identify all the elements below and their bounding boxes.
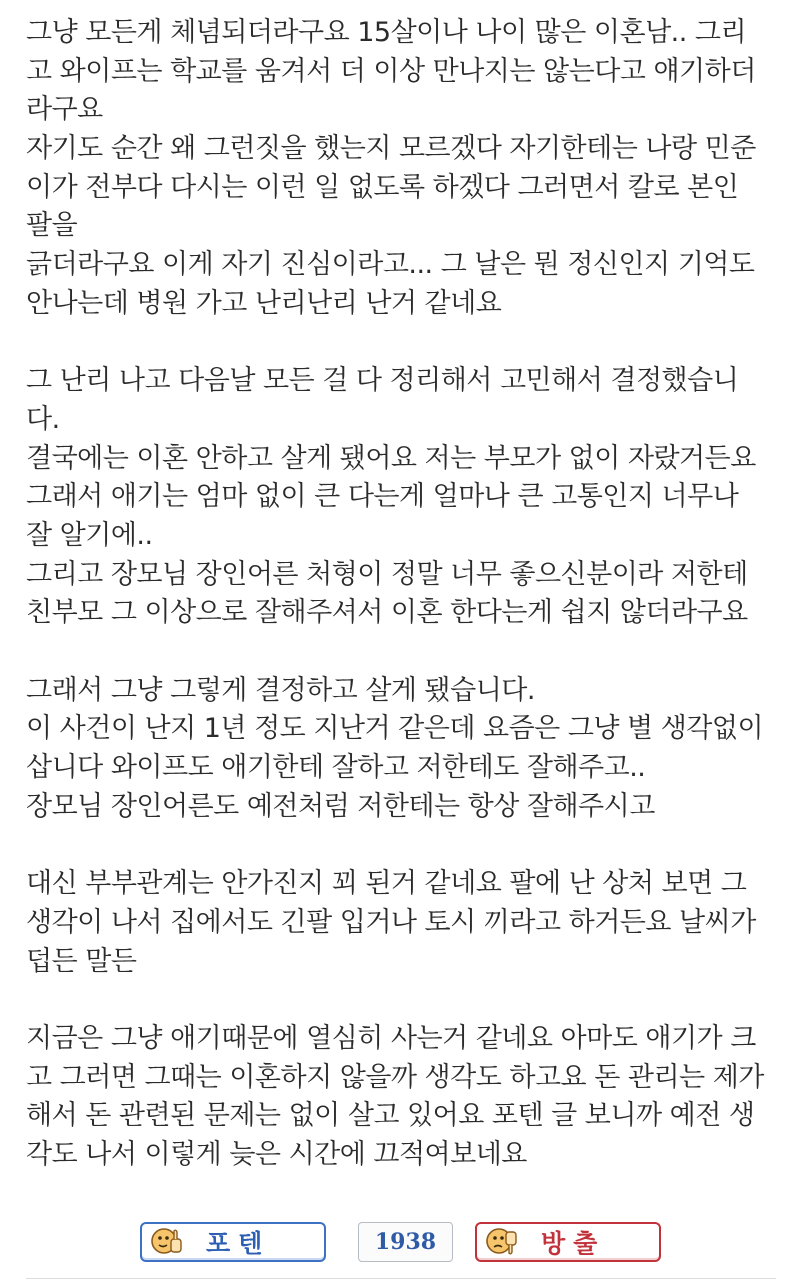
post-line: 그 난리 나고 다음날 모든 걸 다 정리해서 고민해서 결정했습니 <box>26 365 739 397</box>
post-line: 자기도 순간 왜 그런짓을 했는지 모르겠다 자기한테는 나랑 민준 <box>26 133 756 165</box>
upvote-label: 포텐 <box>206 1229 271 1258</box>
post-line: 고 그러면 그때는 이혼하지 않을까 생각도 하고요 돈 관리는 제가 <box>26 1061 764 1093</box>
post-line: 팔을 <box>26 210 78 242</box>
paragraph-gap <box>26 826 786 865</box>
post-line: 이가 전부다 다시는 이런 일 없도록 하겠다 그러면서 칼로 본인 <box>26 171 739 203</box>
post-line: 그리고 장모님 장인어른 처형이 정말 너무 좋으신분이라 저한테 <box>26 558 748 590</box>
divider <box>26 1278 776 1279</box>
paragraph-gap <box>26 981 786 1020</box>
post-line: 고 와이프는 학교를 움겨서 더 이상 만나지는 않는다고 얘기하더 <box>26 55 756 87</box>
post-line: 삽니다 와이프도 애기한테 잘하고 저한테도 잘해주고.. <box>26 752 646 784</box>
post-line: 긁더라구요 이게 자기 진심이라고... 그 날은 뭔 정신인지 기억도 <box>26 249 755 281</box>
post-line: 안나는데 병원 가고 난리난리 난거 같네요 <box>26 287 502 319</box>
downvote-label: 방출 <box>541 1229 606 1258</box>
post-line: 각도 나서 이렇게 늦은 시간에 끄적여보네요 <box>26 1138 527 1170</box>
post-line: 다. <box>26 403 60 435</box>
post-line: 라구요 <box>26 94 103 126</box>
post-line: 덥든 말든 <box>26 945 137 977</box>
vote-count: 1938 <box>358 1222 453 1262</box>
post-line: 그냥 모든게 체념되더라구요 15살이나 나이 많은 이혼남.. 그리 <box>26 17 747 48</box>
post-line: 지금은 그냥 애기때문에 열심히 사는거 같네요 아마도 애기가 크 <box>26 1022 756 1054</box>
post-line: 생각이 나서 집에서도 긴팔 입거나 토시 끼라고 하거든요 날씨가 <box>26 906 756 938</box>
vote-bar <box>0 1218 800 1268</box>
post-line: 이 사건이 난지 1년 정도 지난거 같은데 요즘은 그냥 별 생각없이 <box>26 713 764 745</box>
post-line: 친부모 그 이상으로 잘해주셔서 이혼 한다는게 쉽지 않더라구요 <box>26 597 748 629</box>
post-body <box>26 14 786 1175</box>
post-line: 그래서 그냥 그렇게 결정하고 살게 됐습니다. <box>26 674 535 706</box>
paragraph-gap <box>26 324 786 363</box>
downvote-button[interactable] <box>475 1222 661 1262</box>
upvote-button[interactable] <box>140 1222 326 1262</box>
post-line: 잘 알기에.. <box>26 519 153 551</box>
thumbs-up-face-icon <box>150 1225 184 1259</box>
post-line: 그래서 애기는 엄마 없이 큰 다는게 얼마나 큰 고통인지 너무나 <box>26 481 739 513</box>
post-line: 해서 돈 관련된 문제는 없이 살고 있어요 포텐 글 보니까 예전 생 <box>26 1100 755 1132</box>
post-line: 결국에는 이혼 안하고 살게 됐어요 저는 부모가 없이 자랐거든요 <box>26 442 756 474</box>
thumbs-down-face-icon <box>485 1225 519 1259</box>
post-line: 장모님 장인어른도 예전처럼 저한테는 항상 잘해주시고 <box>26 790 655 822</box>
post-line: 대신 부부관계는 안가진지 꾀 된거 같네요 팔에 난 상처 보면 그 <box>26 868 747 900</box>
paragraph-gap <box>26 633 786 672</box>
